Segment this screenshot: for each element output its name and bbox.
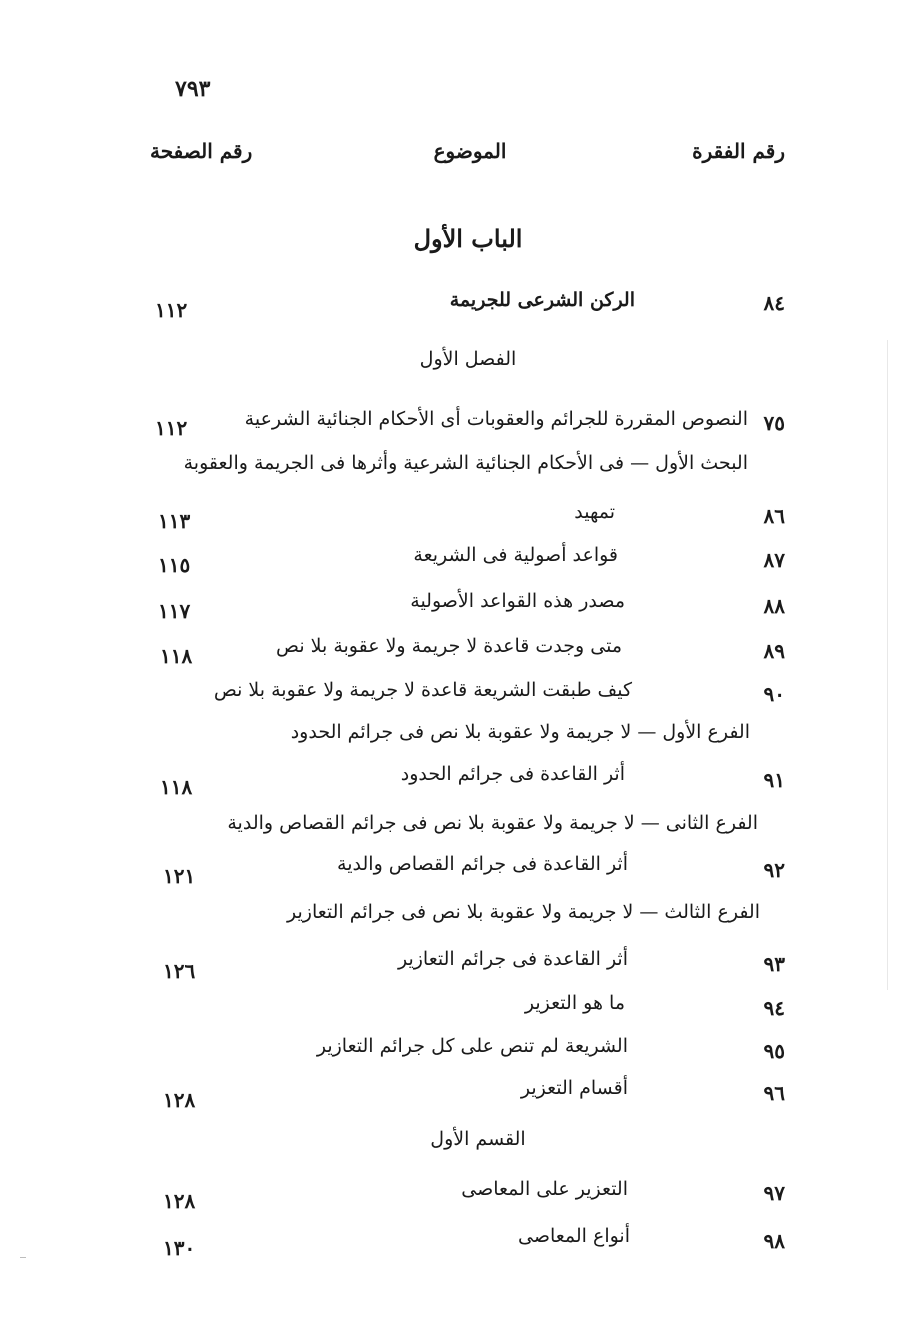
row-page-number: ١١٢ bbox=[155, 416, 188, 440]
row-page-number: ١٢٨ bbox=[163, 1189, 196, 1213]
branch-heading: الفرع الثالث — لا جريمة ولا عقوبة بلا نص فى جرائم التعازير bbox=[287, 901, 760, 923]
row-page-number: ١٢٨ bbox=[163, 1088, 196, 1112]
row-topic: مصدر هذه القواعد الأصولية bbox=[410, 590, 625, 612]
row-para-number: ٩٨ bbox=[763, 1229, 785, 1253]
row-para-number: ٨٤ bbox=[763, 291, 785, 315]
row-para-number: ٩١ bbox=[763, 768, 785, 792]
row-page-number: ١٣٠ bbox=[163, 1236, 196, 1260]
row-para-number: ٩٤ bbox=[763, 996, 785, 1020]
page-number: ٧٩٣ bbox=[175, 76, 211, 102]
row-topic: كيف طبقت الشريعة قاعدة لا جريمة ولا عقوبة بلا نص bbox=[213, 679, 632, 701]
row-topic: أقسام التعزير bbox=[520, 1077, 628, 1099]
row-para-number: ٨٦ bbox=[763, 504, 785, 528]
chapter-heading: الفصل الأول bbox=[419, 348, 517, 370]
row-para-number: ٧٥ bbox=[763, 411, 785, 435]
row-para-number: ٨٧ bbox=[763, 548, 785, 572]
row-topic: ما هو التعزير bbox=[524, 992, 625, 1014]
branch-heading: الفرع الأول — لا جريمة ولا عقوبة بلا نص فى جرائم الحدود bbox=[290, 721, 750, 743]
header-page-no: رقم الصفحة bbox=[150, 139, 253, 163]
section-heading: البحث الأول — فى الأحكام الجنائية الشرعية وأثرها فى الجريمة والعقوبة bbox=[183, 452, 748, 474]
row-topic: تمهيد bbox=[574, 501, 615, 523]
row-para-number: ٩٣ bbox=[763, 952, 785, 976]
row-topic: أثر القاعدة فى جرائم التعازير bbox=[397, 948, 628, 970]
scan-edge-mark bbox=[20, 1257, 26, 1258]
part-title: الباب الأول bbox=[413, 224, 523, 253]
row-topic: متى وجدت قاعدة لا جريمة ولا عقوبة بلا نص bbox=[276, 635, 622, 657]
row-topic: الشريعة لم تنص على كل جرائم التعازير bbox=[316, 1035, 628, 1057]
row-page-number: ١١٢ bbox=[155, 298, 188, 322]
scan-edge-line bbox=[887, 340, 888, 990]
row-topic: النصوص المقررة للجرائم والعقوبات أى الأحكام الجنائية الشرعية bbox=[244, 408, 748, 430]
row-page-number: ١١٣ bbox=[158, 509, 191, 533]
row-para-number: ٩٦ bbox=[763, 1081, 785, 1105]
row-para-number: ٩٥ bbox=[763, 1039, 785, 1063]
row-para-number: ٩٧ bbox=[763, 1181, 785, 1205]
branch-heading: الفرع الثانى — لا جريمة ولا عقوبة بلا نص فى جرائم القصاص والدية bbox=[227, 812, 758, 834]
row-topic: التعزير على المعاصى bbox=[461, 1178, 628, 1200]
row-page-number: ١١٥ bbox=[158, 553, 191, 577]
header-topic: الموضوع bbox=[433, 139, 507, 163]
row-topic: أنواع المعاصى bbox=[517, 1225, 630, 1247]
row-page-number: ١٢١ bbox=[163, 864, 196, 888]
row-para-number: ٩٠ bbox=[763, 682, 785, 706]
row-page-number: ١١٨ bbox=[160, 644, 193, 668]
row-page-number: ١٢٦ bbox=[163, 959, 196, 983]
row-para-number: ٩٢ bbox=[763, 858, 785, 882]
row-topic: أثر القاعدة فى جرائم الحدود bbox=[400, 763, 625, 785]
row-para-number: ٨٨ bbox=[763, 594, 785, 618]
division-heading: القسم الأول bbox=[430, 1128, 526, 1150]
row-page-number: ١١٧ bbox=[158, 599, 191, 623]
header-paragraph-no: رقم الفقرة bbox=[692, 139, 785, 163]
row-page-number: ١١٨ bbox=[160, 775, 193, 799]
row-topic: أثر القاعدة فى جرائم القصاص والدية bbox=[337, 853, 628, 875]
row-para-number: ٨٩ bbox=[763, 639, 785, 663]
row-topic: قواعد أصولية فى الشريعة bbox=[413, 544, 618, 566]
row-topic: الركن الشرعى للجريمة bbox=[449, 289, 635, 311]
